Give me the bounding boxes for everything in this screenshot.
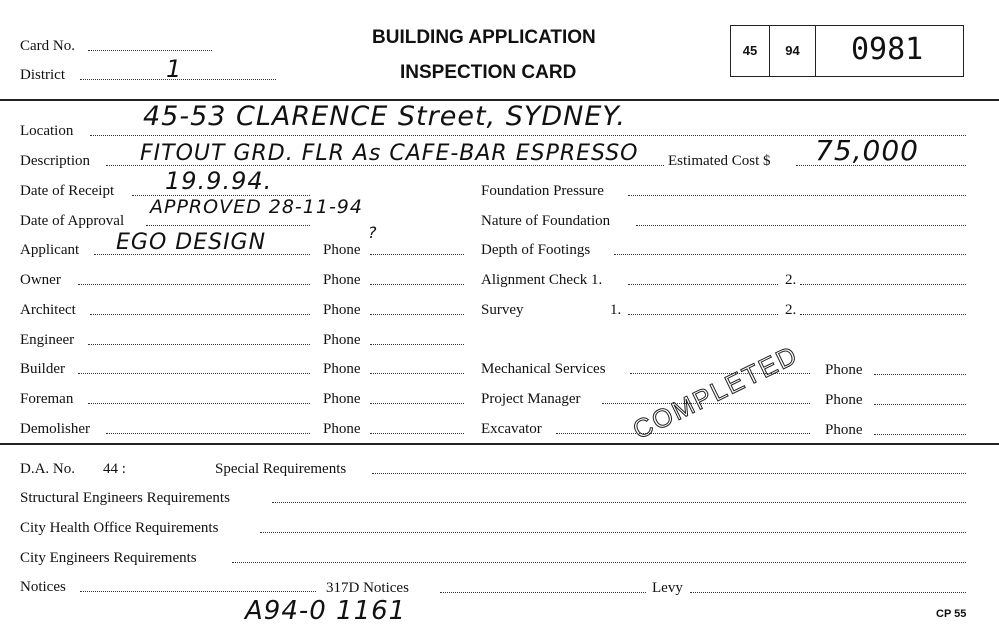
special-requirements-label: Special Requirements [215, 461, 347, 477]
nature-foundation-line [636, 225, 966, 226]
applicant-phone-label: Phone [323, 242, 361, 258]
architect-phone-label: Phone [323, 302, 361, 318]
demolisher-line [106, 433, 310, 434]
engineer-phone-line [370, 344, 464, 345]
builder-phone-label: Phone [323, 361, 361, 377]
owner-phone-label: Phone [323, 272, 361, 288]
project-manager-phone-line [874, 404, 966, 405]
builder-line [78, 373, 310, 374]
project-manager-phone-label: Phone [825, 392, 863, 408]
card-number-value: 0981 [851, 32, 924, 67]
excavator-phone-line [874, 434, 966, 435]
mechanical-phone-line [874, 374, 966, 375]
location-value: 45-53 CLARENCE Street, SYDNEY. [143, 101, 626, 132]
estimated-cost-value: 75,000 [815, 134, 919, 167]
completed-stamp: COMPLETED [628, 339, 803, 445]
excavator-label: Excavator [481, 421, 542, 437]
alignment-check-label: Alignment Check 1. [481, 272, 603, 288]
date-approval-value: APPROVED 28-11-94 [150, 196, 363, 218]
da-no-value: 44 : [103, 461, 126, 477]
card-number-series-cell: 94 [785, 43, 800, 58]
card-title-line1: BUILDING APPLICATION [372, 27, 596, 48]
health-requirements-label: City Health Office Requirements [20, 520, 219, 536]
details-divider [0, 443, 999, 445]
description-value: FITOUT GRD. FLR As CAFE-BAR ESPRESSO [140, 141, 639, 166]
engineers-requirements-label: City Engineers Requirements [20, 550, 197, 566]
survey-1-line [628, 314, 778, 315]
applicant-value: EGO DESIGN [116, 230, 267, 255]
mechanical-services-label: Mechanical Services [481, 361, 606, 377]
survey-label: Survey [481, 302, 524, 318]
district-value: 1 [166, 55, 183, 83]
applicant-label: Applicant [20, 242, 80, 258]
engineer-label: Engineer [20, 332, 75, 348]
demolisher-phone-line [370, 433, 464, 434]
depth-footings-line [614, 254, 966, 255]
alignment-check-2-label: 2. [785, 272, 797, 288]
excavator-phone-label: Phone [825, 422, 863, 438]
district-label: District [20, 67, 65, 83]
alignment-check-2-line [800, 284, 966, 285]
survey-2-line [800, 314, 966, 315]
structural-requirements-label: Structural Engineers Requirements [20, 490, 230, 506]
owner-phone-line [370, 284, 464, 285]
owner-label: Owner [20, 272, 61, 288]
excavator-line [556, 433, 810, 434]
alignment-check-1-line [628, 284, 778, 285]
date-approval-label: Date of Approval [20, 213, 125, 229]
date-approval-line [146, 225, 310, 226]
location-label: Location [20, 123, 74, 139]
notices-line [80, 591, 316, 592]
owner-line [78, 284, 310, 285]
form-code: CP 55 [936, 608, 967, 620]
reference-number: A94-0 1161 [245, 596, 407, 626]
applicant-phone-line [370, 254, 464, 255]
nature-foundation-label: Nature of Foundation [481, 213, 611, 229]
da-no-label: D.A. No. [20, 461, 75, 477]
engineers-requirements-line [232, 562, 966, 563]
card-title-line2: INSPECTION CARD [400, 62, 577, 83]
foundation-pressure-line [628, 195, 966, 196]
date-receipt-label: Date of Receipt [20, 183, 115, 199]
card-number-year-cell: 45 [742, 43, 758, 58]
card-no-line [88, 50, 212, 51]
survey-1-label: 1. [610, 302, 622, 318]
estimated-cost-label: Estimated Cost $ [668, 153, 771, 169]
engineer-line [88, 344, 310, 345]
notices-317d-line [440, 592, 646, 593]
foreman-phone-line [370, 403, 464, 404]
survey-2-label: 2. [785, 302, 797, 318]
structural-requirements-line [272, 502, 966, 503]
builder-phone-line [370, 373, 464, 374]
depth-footings-label: Depth of Footings [481, 242, 591, 258]
notices-317d-label: 317D Notices [326, 580, 409, 596]
project-manager-label: Project Manager [481, 391, 581, 407]
special-requirements-line [372, 473, 966, 474]
demolisher-phone-label: Phone [323, 421, 361, 437]
health-requirements-line [260, 532, 966, 533]
foreman-phone-label: Phone [323, 391, 361, 407]
levy-label: Levy [652, 580, 683, 596]
architect-phone-line [370, 314, 464, 315]
description-label: Description [20, 153, 90, 169]
levy-line [690, 592, 966, 593]
card-number-box [730, 25, 964, 77]
date-receipt-value: 19.9.94. [165, 167, 273, 195]
foreman-label: Foreman [20, 391, 74, 407]
notices-label: Notices [20, 579, 66, 595]
applicant-phone-mark: ? [368, 223, 378, 242]
card-no-label: Card No. [20, 38, 75, 54]
engineer-phone-label: Phone [323, 332, 361, 348]
builder-label: Builder [20, 361, 65, 377]
architect-line [90, 314, 310, 315]
foreman-line [88, 403, 310, 404]
foundation-pressure-label: Foundation Pressure [481, 183, 604, 199]
demolisher-label: Demolisher [20, 421, 90, 437]
mechanical-phone-label: Phone [825, 362, 863, 378]
architect-label: Architect [20, 302, 76, 318]
